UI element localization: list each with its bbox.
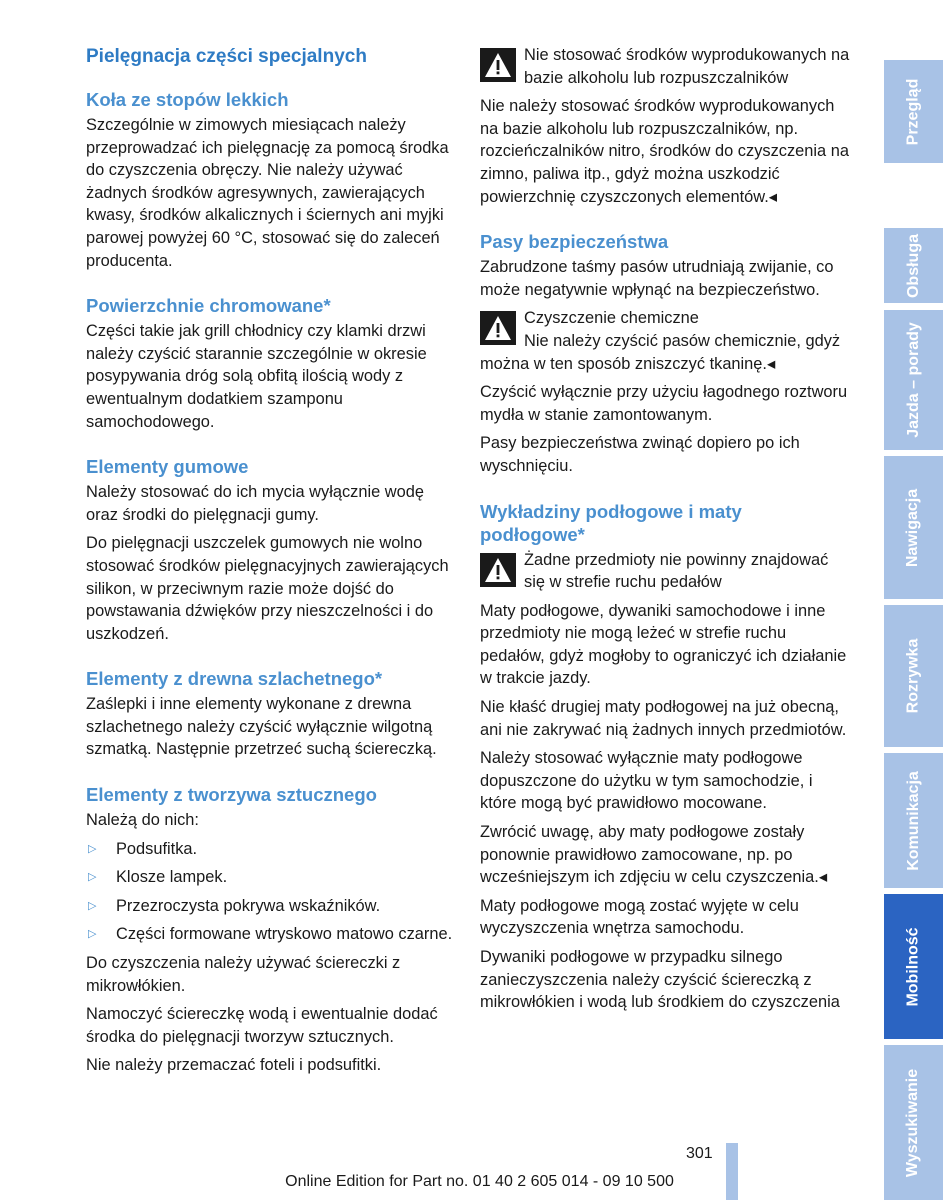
left-column <box>86 44 456 1083</box>
section-heading-wheels: Koła ze stopów lekkich <box>86 89 289 110</box>
paragraph: Zwrócić uwagę, aby maty podłogowe zostały ponownie prawidłowo zamocowane, np. po wcześniejszym ich zdjęciu w celu czyszczenia.◂ <box>480 823 828 887</box>
list-item: ▷ Podsufitka. <box>86 838 456 861</box>
paragraph: Należy stosować wyłącznie maty podłogowe dopuszczone do użytku w tym samochodzie, i które mogą być prawidłowo mocowane. <box>480 749 813 813</box>
paragraph: Części takie jak grill chłodnicy czy klamki drzwi należy czyścić starannie szczególnie w okresie posypywania dróg solą obfitą ilością wody z ewentualnym dodatkiem szamponu samochodowego. <box>86 322 427 431</box>
warning-box <box>480 549 850 594</box>
section-heading-mats: Wykładziny podłogowe i maty podłogowe* <box>480 500 742 545</box>
footer-text: Online Edition for Part no. 01 40 2 605 014 - 09 10 500 <box>285 1173 674 1190</box>
bullet-triangle-icon: ▷ <box>88 928 97 941</box>
paragraph: Zaślepki i inne elementy wykonane z drewna szlachetnego należy czyścić wyłącznie wilgotną szmatką. Następnie przetrzeć suchą ściereczką. <box>86 695 437 759</box>
list-item: ▷ Klosze lampek. <box>86 866 456 889</box>
bullet-triangle-icon: ▷ <box>88 899 97 912</box>
paragraph: Czyścić wyłącznie przy użyciu łagodnego roztworu mydła w stanie zamontowanym. <box>480 383 848 424</box>
warning-box <box>480 44 850 89</box>
section-heading-wood: Elementy z drewna szlachetnego* <box>86 668 383 690</box>
right-column <box>480 44 850 1020</box>
warning-text: Nie należy czyścić pasów chemicznie, gdyż można w ten sposób zniszczyć tkaninę.◂ <box>480 331 841 373</box>
tab-jazda-porady[interactable]: Jazda – porady <box>884 310 943 450</box>
paragraph: Do pielęgnacji uszczelek gumowych nie wolno stosować środków pielęgnacyjnych zawierających silikon, w przeciwnym razie może dojść do powstawania dźwięków przy nieszczelności i do uszkodzeń. <box>86 534 449 643</box>
warning-title: Żadne przedmioty nie powinny znajdować się w strefie ruchu pedałów <box>524 550 829 592</box>
warning-title: Czyszczenie chemiczne <box>524 309 699 328</box>
page-title: Pielęgnacja części specjalnych <box>86 46 367 67</box>
tab-rozrywka[interactable]: Rozrywka <box>884 605 943 747</box>
bullet-list <box>86 838 456 946</box>
paragraph: Szczególnie w zimowych miesiącach należy przeprowadzać ich pielęgnację za pomocą środka do czyszczenia obręczy. Nie należy używać żadnych środków agresywnych, zawierających kwasy, środków alkalicznych i ściernych ani myjki parowej powyżej 60 °C, stosować się do zaleceń producenta. <box>86 116 449 270</box>
paragraph: Nie należy stosować środków wyprodukowanych na bazie alkoholu lub rozpuszczalników, np. rozcieńczalników nitro, środków do czyszczenia na zimno, paliwa itp., gdyż można uszkodzić powierzchnię czyszczonych elementów.◂ <box>480 97 849 206</box>
warning-box <box>480 307 850 375</box>
page-number-bar <box>726 1143 738 1200</box>
paragraph: Należy stosować do ich mycia wyłącznie wodę oraz środki do pielęgnacji gumy. <box>86 483 424 524</box>
list-item: ▷ Przezroczysta pokrywa wskaźników. <box>86 895 456 918</box>
tab-przeglad[interactable]: Przegląd <box>884 60 943 163</box>
paragraph: Należą do nich: <box>86 811 199 830</box>
tab-komunikacja[interactable]: Komunikacja <box>884 753 943 888</box>
section-heading-chrome: Powierzchnie chromowane* <box>86 295 331 317</box>
list-item: ▷ Części formowane wtryskowo matowo czarne. <box>86 923 456 946</box>
paragraph: Dywaniki podłogowe w przypadku silnego zanieczyszczenia należy czyścić ściereczką z mikrowłókien i wodą lub środkiem do czyszczenia <box>480 948 840 1012</box>
bullet-triangle-icon: ▷ <box>88 842 97 855</box>
paragraph: Nie kłaść drugiej maty podłogowej na już obecną, ani nie zakrywać nią żadnych innych przedmiotów. <box>480 698 847 739</box>
bullet-triangle-icon: ▷ <box>88 871 97 884</box>
page-number: 301 <box>686 1145 713 1162</box>
warning-title: Nie stosować środków wyprodukowanych na bazie alkoholu lub rozpuszczalników <box>524 46 850 87</box>
warning-triangle-icon <box>480 48 516 82</box>
paragraph: Namoczyć ściereczkę wodą i ewentualnie dodać środka do pielęgnacji tworzyw sztucznych. <box>86 1005 438 1046</box>
tab-nawigacja[interactable]: Nawigacja <box>884 456 943 599</box>
section-heading-rubber: Elementy gumowe <box>86 456 249 478</box>
tab-obsluga[interactable]: Obsługa <box>884 228 943 303</box>
warning-triangle-icon <box>480 553 516 587</box>
paragraph: Maty podłogowe, dywaniki samochodowe i inne przedmioty nie mogą leżeć w strefie ruchu pedałów, gdyż mogłoby to ograniczyć ich działanie w trakcie jazdy. <box>480 601 847 688</box>
paragraph: Zabrudzone taśmy pasów utrudniają zwijanie, co może negatywnie wpłynąć na bezpieczeństwo. <box>480 258 834 299</box>
paragraph: Nie należy przemaczać foteli i podsufitki. <box>86 1056 382 1075</box>
section-heading-plastic: Elementy z tworzywa sztucznego <box>86 784 377 806</box>
paragraph: Maty podłogowe mogą zostać wyjęte w celu wyczyszczenia wnętrza samochodu. <box>480 896 799 938</box>
tab-mobilnosc[interactable]: Mobilność <box>884 894 943 1039</box>
section-heading-belts: Pasy bezpieczeństwa <box>480 231 669 253</box>
tab-wyszukiwanie[interactable]: Wyszukiwanie <box>884 1045 943 1200</box>
paragraph: Do czyszczenia należy używać ściereczki z mikrowłókien. <box>86 954 401 995</box>
warning-triangle-icon <box>480 311 516 345</box>
paragraph: Pasy bezpieczeństwa zwinąć dopiero po ich wyschnięciu. <box>480 434 800 475</box>
